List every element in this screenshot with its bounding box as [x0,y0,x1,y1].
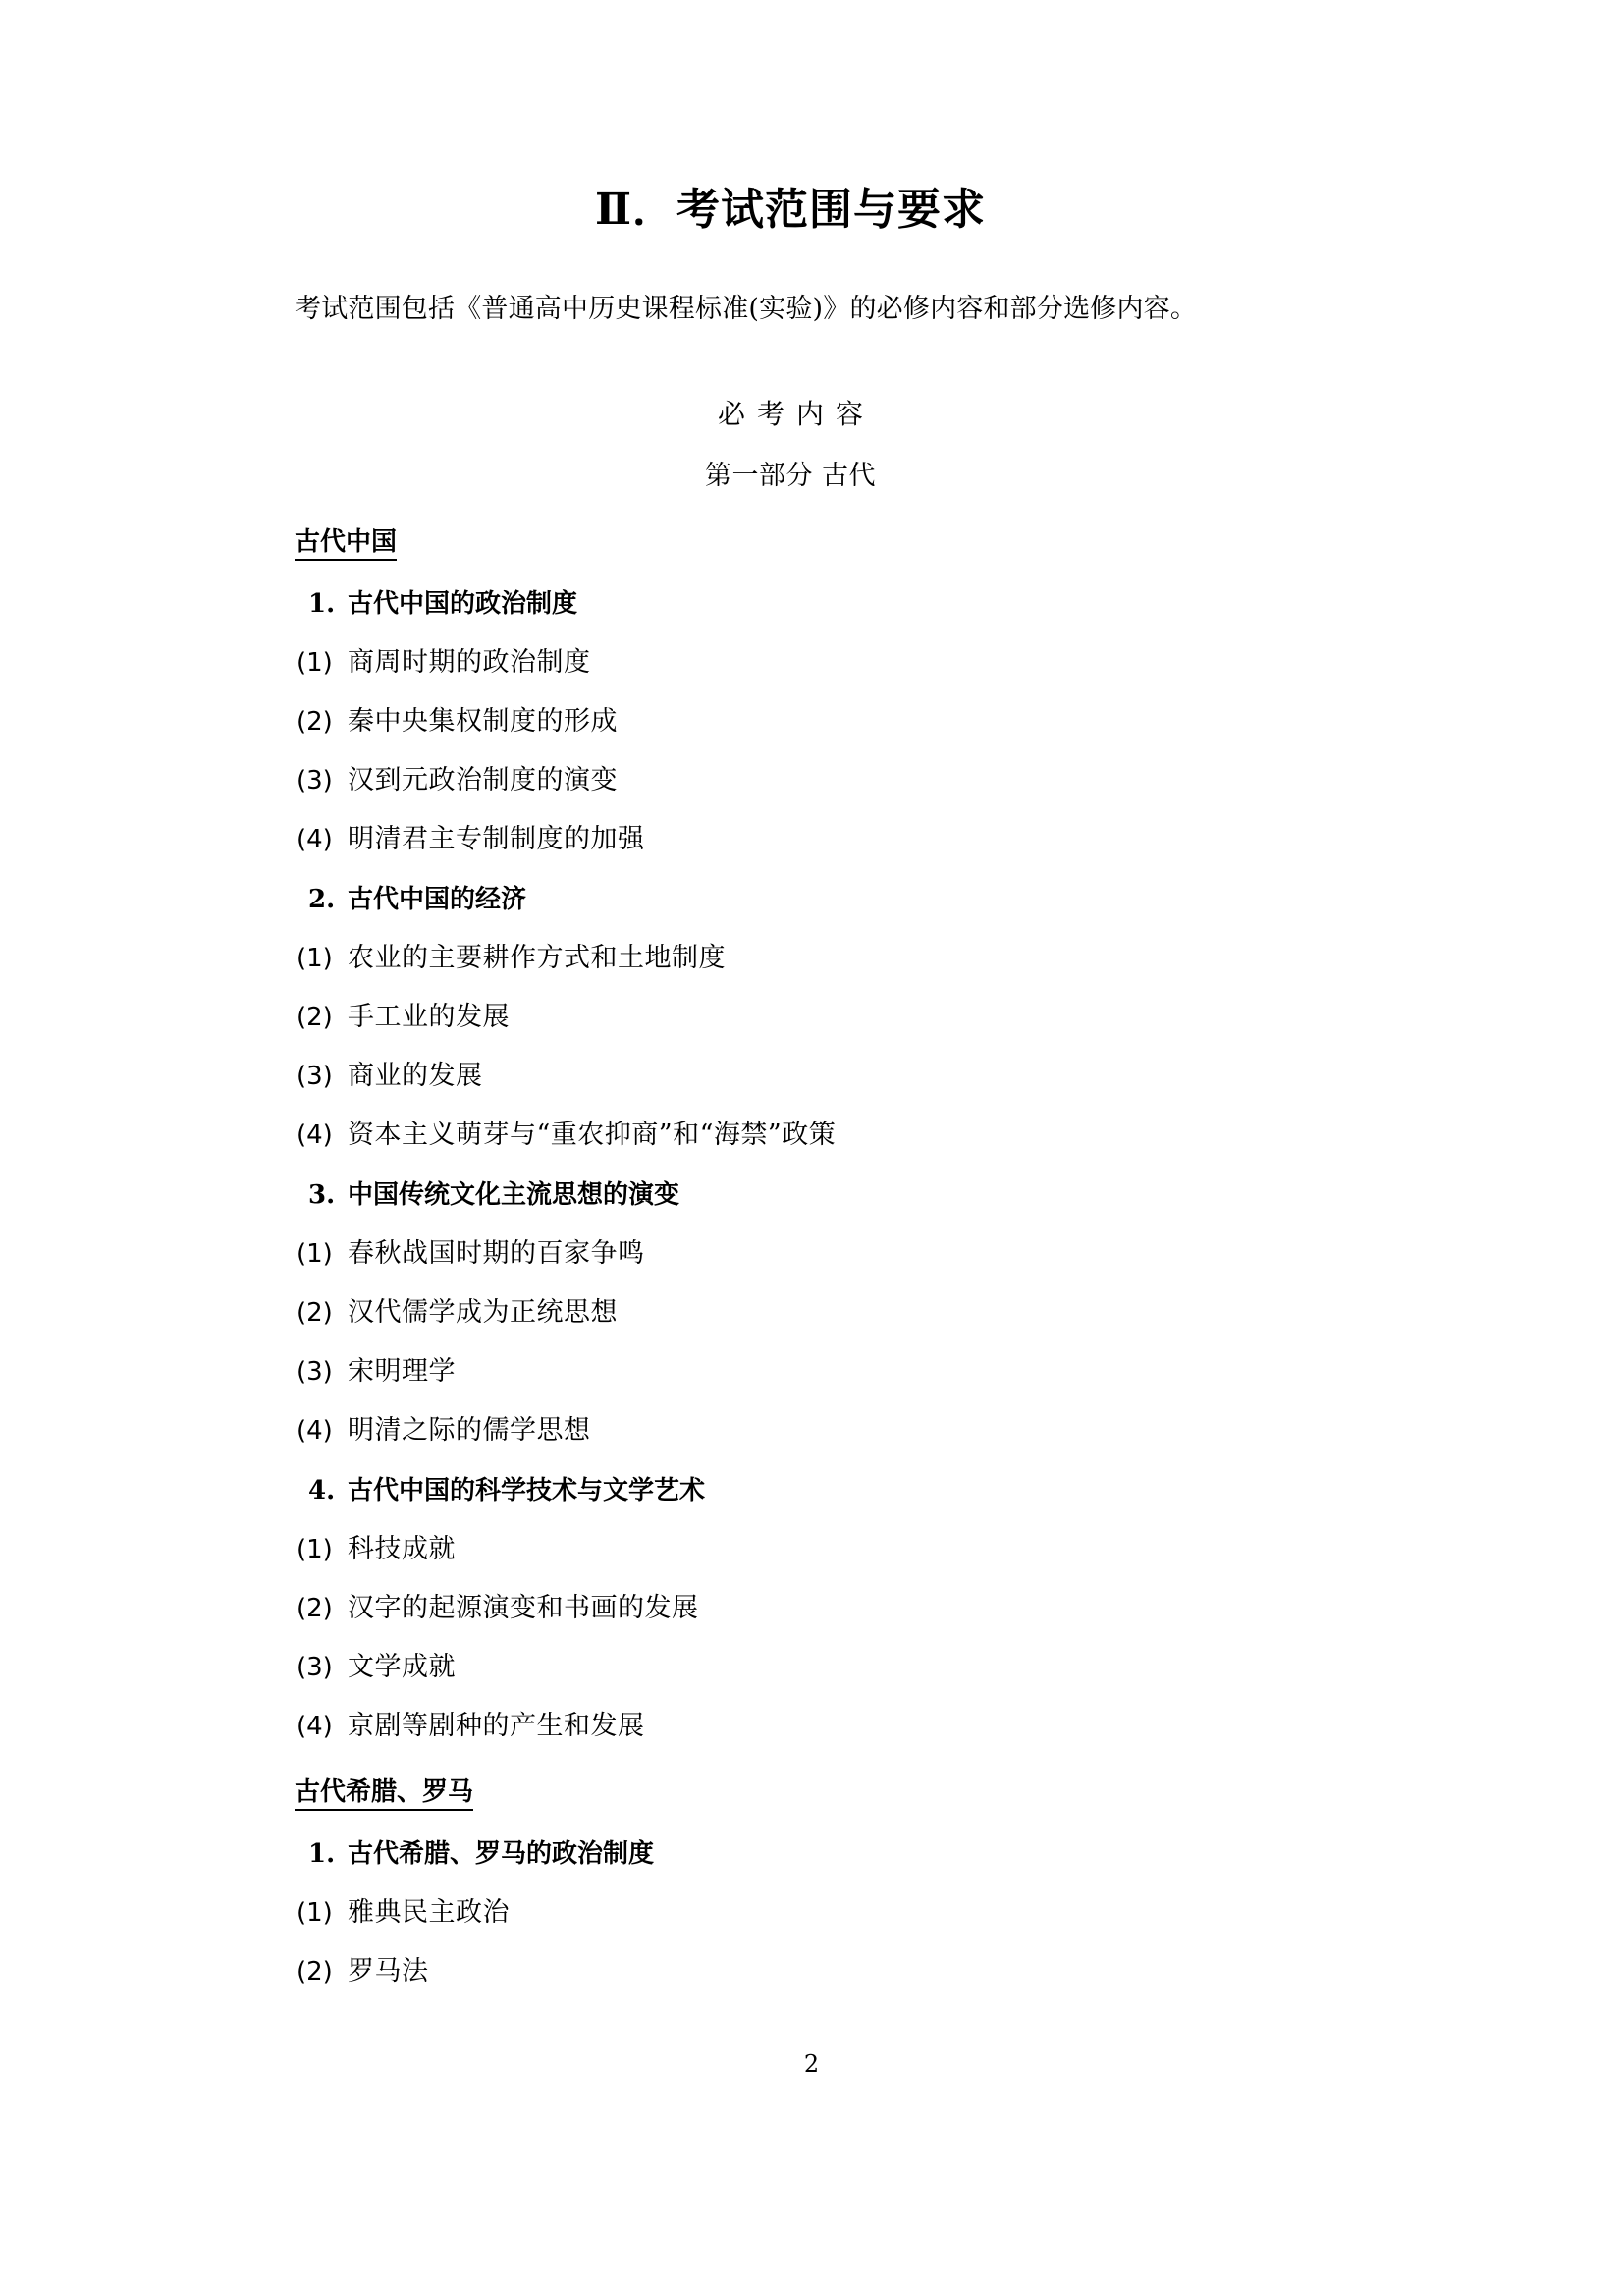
sub-item-marker: (1) [297,1534,333,1564]
intro-paragraph: 考试范围包括《普通高中历史课程标准(实验)》的必修内容和部分选修内容。 [295,293,1198,324]
numbered-item [295,1447,1286,1506]
sub-item-label: 雅典民主政治 [348,1896,510,1928]
sub-item [295,974,1286,1033]
sub-item-marker: (2) [297,1002,333,1032]
sub-item-marker: (4) [297,1415,333,1446]
sub-item [295,620,1286,679]
sub-item [295,915,1286,974]
sub-item-label: 汉到元政治制度的演变 [348,764,618,795]
sub-item-marker: (4) [297,1711,333,1741]
numbered-item-label: 古代中国的政治制度 [348,588,578,619]
numbered-item [295,1151,1286,1211]
sub-item-marker: (1) [297,647,333,678]
page-title: Ⅱ．考试范围与要求 [594,185,987,235]
page-content [295,0,1286,1988]
sub-item-marker: (2) [297,1956,333,1987]
sub-item-label: 京剧等剧种的产生和发展 [348,1710,645,1741]
sub-item [295,1270,1286,1329]
sub-item [295,1092,1286,1151]
numbered-item-marker: 2. [308,884,336,914]
numbered-item-marker: 4. [308,1475,336,1505]
sub-item [295,1929,1286,1988]
sub-item [295,1683,1286,1742]
sub-item-label: 农业的主要耕作方式和土地制度 [348,942,726,973]
sub-item-marker: (2) [297,1593,333,1623]
sub-item-label: 汉代儒学成为正统思想 [348,1296,618,1328]
sub-item [295,1388,1286,1447]
sub-item-marker: (1) [297,1238,333,1269]
sub-item-marker: (1) [297,1897,333,1928]
sub-item-marker: (3) [297,1652,333,1682]
sub-item-marker: (3) [297,1061,333,1091]
sub-item-label: 春秋战国时期的百家争鸣 [348,1237,645,1269]
sub-item-label: 明清君主专制制度的加强 [348,823,645,854]
sub-item-marker: (2) [297,706,333,737]
numbered-item-label: 古代中国的科学技术与文学艺术 [348,1475,706,1505]
sub-item-label: 科技成就 [348,1533,456,1564]
sub-item-marker: (1) [297,943,333,973]
sub-item [295,1033,1286,1092]
sub-item [295,1870,1286,1929]
sub-item [295,1211,1286,1270]
section-header-label: 古代希腊、罗马 [295,1777,473,1811]
sections-container [295,492,1286,1988]
sub-item [295,679,1286,738]
sub-item-marker: (4) [297,1120,333,1150]
numbered-item-label: 古代中国的经济 [348,884,527,914]
page-number: 2 [803,2050,820,2078]
section-header [295,492,1286,560]
sub-item-label: 资本主义萌芽与“重农抑商”和“海禁”政策 [348,1119,837,1150]
numbered-item-marker: 3. [308,1179,336,1210]
sub-item-marker: (3) [297,765,333,795]
sub-item-label: 文学成就 [348,1651,456,1682]
numbered-item-label: 中国传统文化主流思想的演变 [348,1179,680,1210]
sub-item-marker: (4) [297,824,333,854]
sub-item-label: 汉字的起源演变和书画的发展 [348,1592,699,1623]
sub-item [295,1329,1286,1388]
sub-item-label: 商业的发展 [348,1060,483,1091]
numbered-item [295,560,1286,620]
sub-item [295,1506,1286,1565]
sub-item-marker: (3) [297,1356,333,1387]
sub-item-label: 手工业的发展 [348,1001,510,1032]
sub-item [295,1624,1286,1683]
section-header [295,1742,1286,1810]
sub-item-label: 秦中央集权制度的形成 [348,705,618,737]
numbered-item-label: 古代希腊、罗马的政治制度 [348,1838,655,1869]
sub-item-label: 宋明理学 [348,1355,456,1387]
sub-item-label: 罗马法 [348,1955,429,1987]
numbered-item [295,855,1286,915]
numbered-item [295,1810,1286,1870]
sub-item [295,1565,1286,1624]
sub-item [295,796,1286,855]
sub-item-label: 明清之际的儒学思想 [348,1414,591,1446]
numbered-item-marker: 1. [308,1838,336,1869]
numbered-item-marker: 1. [308,588,336,619]
section-header-label: 古代中国 [295,527,397,561]
sub-item [295,738,1286,796]
part-one-heading: 第一部分 古代 [704,460,877,491]
required-content-heading: 必考内容 [717,397,875,430]
sub-item-label: 商周时期的政治制度 [348,646,591,678]
sub-item-marker: (2) [297,1297,333,1328]
